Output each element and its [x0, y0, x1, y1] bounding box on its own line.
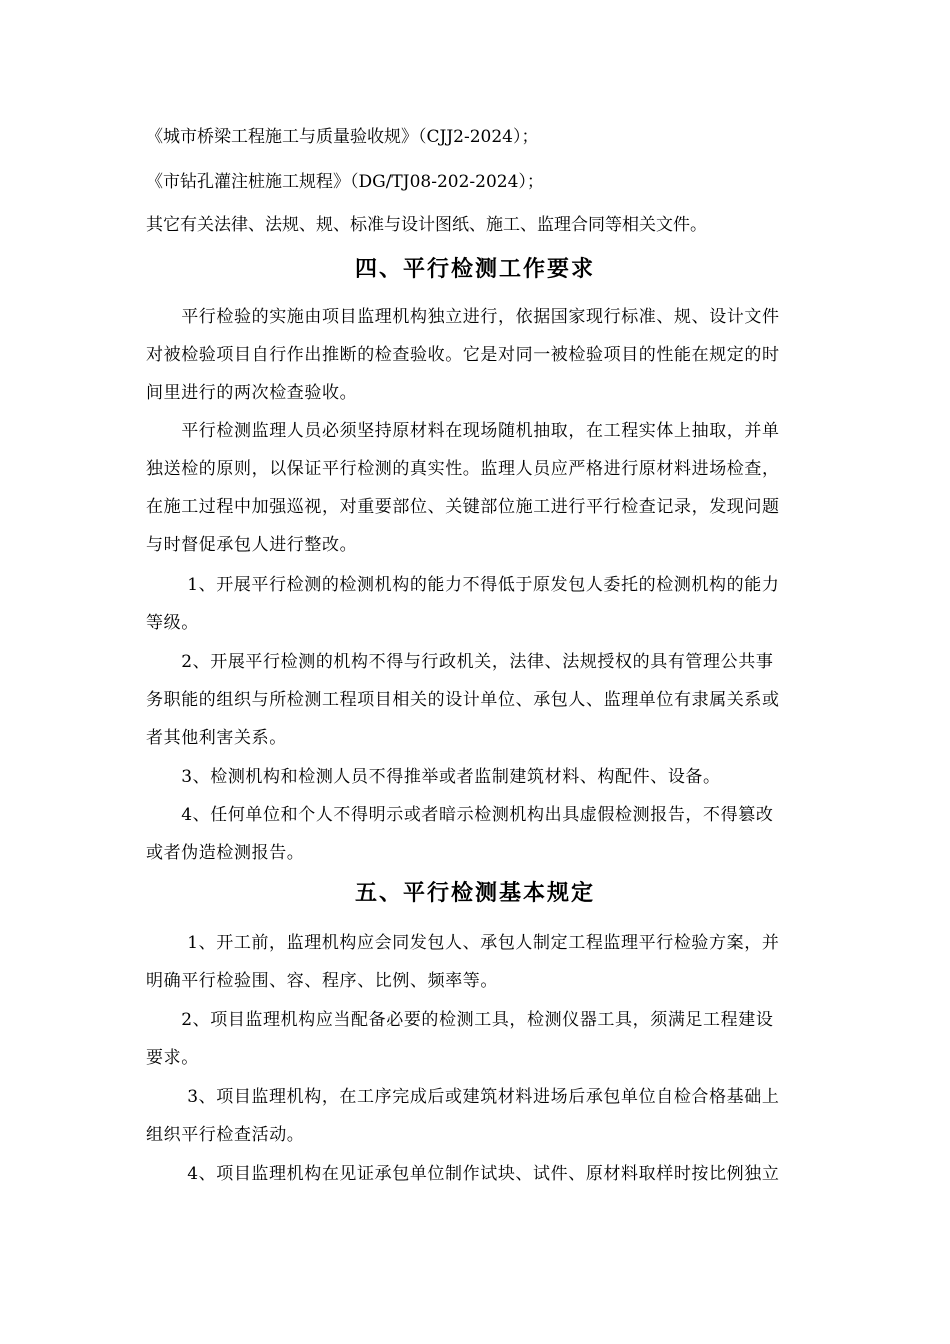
section-heading-5: 五、平行检测基本规定 — [354, 881, 595, 906]
section4-paragraph-2 — [146, 412, 834, 564]
text-line: 独送检的原则，以保证平行检测的真实性。监理人员应严格进行原材料进场检查， — [146, 459, 780, 479]
section5-item-1 — [146, 924, 834, 1000]
text-line: 等级。 — [146, 613, 199, 633]
text-line: 1、开工前，监理机构应会同发包人、承包人制定工程监理平行检验方案，并 — [146, 933, 780, 953]
text-line: 明确平行检验围、容、程序、比例、频率等。 — [146, 971, 498, 991]
text-line: 平行检测监理人员必须坚持原材料在现场随机抽取，在工程实体上抽取，并单 — [146, 421, 780, 441]
section4-item-1 — [146, 566, 834, 642]
reference-line-3: 其它有关法律、法规、规、标准与设计图纸、施工、监理合同等相关文件。 — [146, 215, 707, 235]
reference-line-2: 《市钻孔灌注桩施工规程》（DG/TJ08-202-2024）； — [146, 172, 544, 192]
text-line: 对被检验项目自行作出推断的检查验收。它是对同一被检验项目的性能在规定的时 — [146, 345, 780, 365]
text-line: 平行检验的实施由项目监理机构独立进行，依据国家现行标准、规、设计文件 — [146, 307, 780, 327]
section4-item-3 — [146, 758, 834, 796]
text-line: 组织平行检查活动。 — [146, 1125, 305, 1145]
text-line: 者其他利害关系。 — [146, 728, 287, 748]
text-line: 2、开展平行检测的机构不得与行政机关，法律、法规授权的具有管理公共事 — [146, 652, 774, 672]
section-heading-4: 四、平行检测工作要求 — [354, 257, 595, 282]
text-line: 4、项目监理机构在见证承包单位制作试块、试件、原材料取样时按比例独立 — [146, 1164, 780, 1184]
section4-item-4 — [146, 796, 834, 872]
section4-paragraph-1 — [146, 298, 834, 412]
text-line: 2、项目监理机构应当配备必要的检测工具，检测仪器工具，须满足工程建设 — [146, 1010, 774, 1030]
text-line: 务职能的组织与所检测工程项目相关的设计单位、承包人、监理单位有隶属关系或 — [146, 690, 780, 710]
text-line: 要求。 — [146, 1048, 199, 1068]
text-line: 1、开展平行检测的检测机构的能力不得低于原发包人委托的检测机构的能力 — [146, 575, 780, 595]
text-line: 或者伪造检测报告。 — [146, 843, 305, 863]
section5-item-4 — [146, 1155, 834, 1193]
reference-line-1: 《城市桥梁工程施工与质量验收规》（CJJ2-2024）； — [146, 127, 539, 147]
text-line: 3、项目监理机构，在工序完成后或建筑材料进场后承包单位自检合格基础上 — [146, 1087, 780, 1107]
text-line: 间里进行的两次检查验收。 — [146, 383, 358, 403]
text-line: 在施工过程中加强巡视，对重要部位、关键部位施工进行平行检查记录，发现问题 — [146, 497, 780, 517]
text-line: 3、检测机构和检测人员不得推举或者监制建筑材料、构配件、设备。 — [146, 767, 721, 787]
text-line: 4、任何单位和个人不得明示或者暗示检测机构出具虚假检测报告，不得篡改 — [146, 805, 774, 825]
section5-item-2 — [146, 1001, 834, 1077]
section5-item-3 — [146, 1078, 834, 1154]
text-line: 与时督促承包人进行整改。 — [146, 535, 358, 555]
section4-item-2 — [146, 643, 834, 757]
